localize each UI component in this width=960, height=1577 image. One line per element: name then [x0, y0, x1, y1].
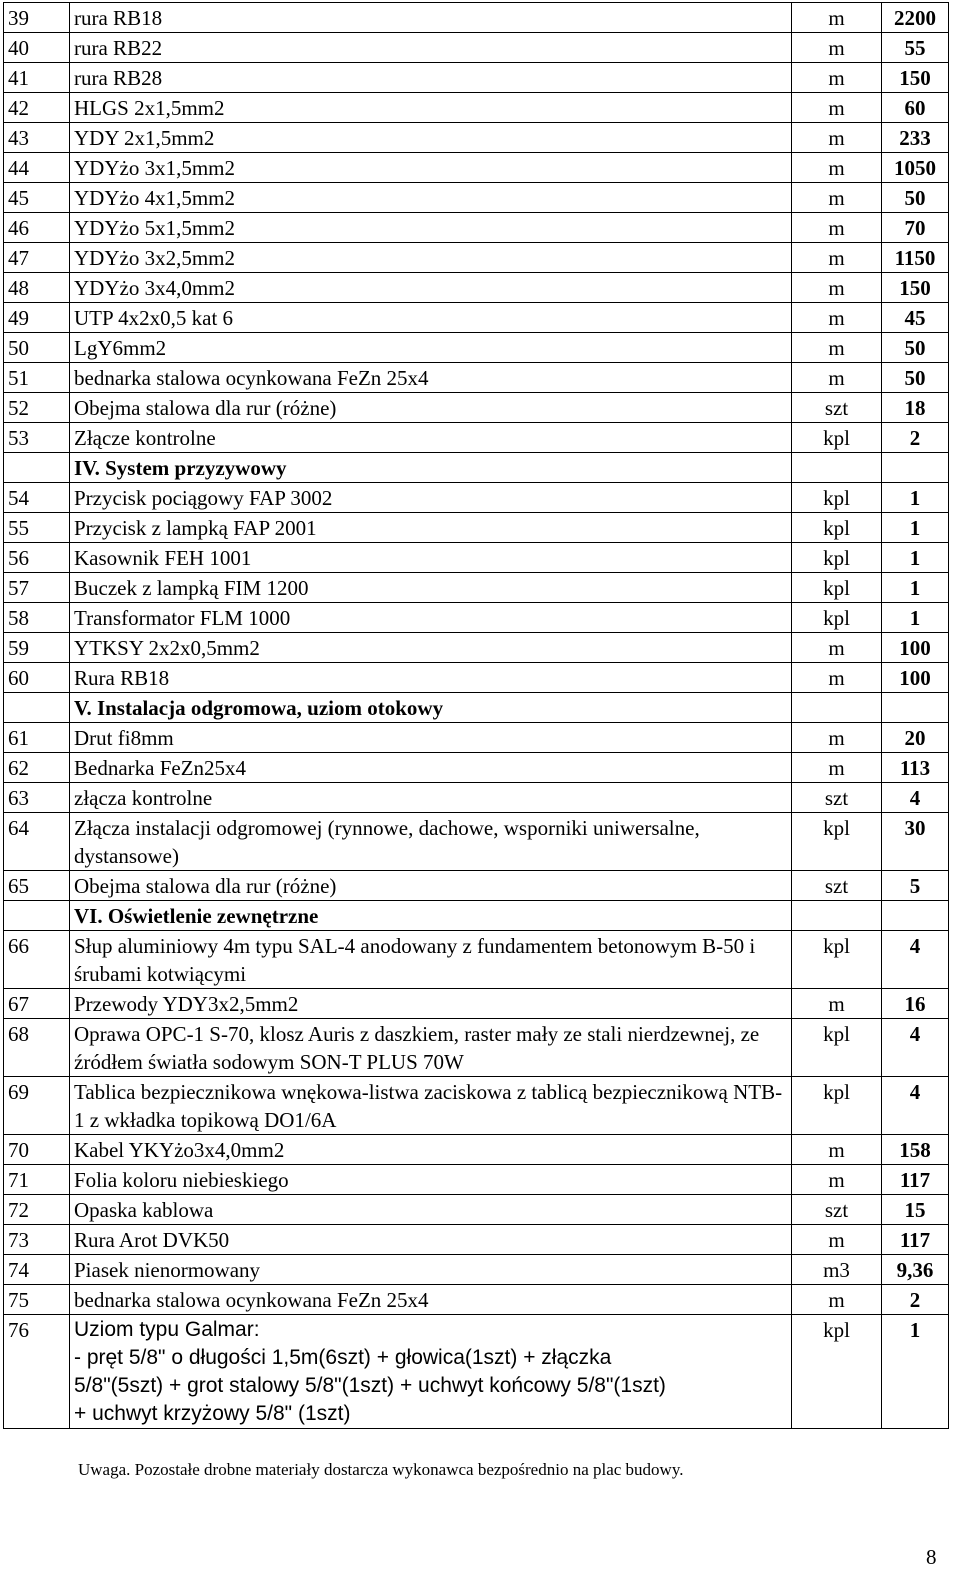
table-row: [4, 931, 949, 989]
item-quantity: 2: [882, 423, 949, 453]
section-title: V. Instalacja odgromowa, uziom otokowy: [70, 693, 792, 723]
item-quantity: 117: [882, 1225, 949, 1255]
item-number: 62: [4, 753, 70, 783]
item-number: 71: [4, 1165, 70, 1195]
item-description: Rura RB18: [70, 663, 792, 693]
table-row: [4, 363, 949, 393]
section-header-row: [4, 453, 949, 483]
item-quantity: [882, 453, 949, 483]
item-description: Transformator FLM 1000: [70, 603, 792, 633]
item-number: 73: [4, 1225, 70, 1255]
table-row: [4, 303, 949, 333]
item-unit: kpl: [792, 483, 882, 513]
item-quantity: 20: [882, 723, 949, 753]
item-unit: m: [792, 1285, 882, 1315]
table-row: [4, 753, 949, 783]
table-row: [4, 243, 949, 273]
item-number: 44: [4, 153, 70, 183]
item-number: 64: [4, 813, 70, 871]
table-row: [4, 1225, 949, 1255]
item-number: 69: [4, 1077, 70, 1135]
item-quantity: 1: [882, 483, 949, 513]
table-row: [4, 1135, 949, 1165]
item-number: 60: [4, 663, 70, 693]
item-quantity: 4: [882, 1077, 949, 1135]
item-quantity: 1: [882, 603, 949, 633]
item-unit: [792, 453, 882, 483]
table-row: [4, 123, 949, 153]
item-number: 51: [4, 363, 70, 393]
item-number: 72: [4, 1195, 70, 1225]
item-quantity: 1: [882, 543, 949, 573]
item-description: Buczek z lampką FIM 1200: [70, 573, 792, 603]
item-number: 47: [4, 243, 70, 273]
table-row: [4, 573, 949, 603]
section-header-row: [4, 693, 949, 723]
item-description-line: 5/8"(5szt) + grot stalowy 5/8"(1szt) + uchwyt końcowy 5/8"(1szt): [74, 1374, 666, 1397]
item-unit: m: [792, 1135, 882, 1165]
item-unit: m: [792, 333, 882, 363]
table-row: [4, 1285, 949, 1315]
item-description: Kabel YKYżo3x4,0mm2: [70, 1135, 792, 1165]
item-unit: szt: [792, 783, 882, 813]
item-unit: m: [792, 753, 882, 783]
item-unit: m: [792, 93, 882, 123]
item-description: bednarka stalowa ocynkowana FeZn 25x4: [70, 1285, 792, 1315]
item-number: 57: [4, 573, 70, 603]
item-description: Słup aluminiowy 4m typu SAL-4 anodowany z fundamentem betonowym B-50 i śrubami kotwiącymi: [70, 931, 792, 989]
item-quantity: 1150: [882, 243, 949, 273]
item-number: 66: [4, 931, 70, 989]
item-quantity: 30: [882, 813, 949, 871]
footnote: Uwaga. Pozostałe drobne materiały dostarcza wykonawca bezpośrednio na plac budowy.: [78, 1460, 684, 1479]
item-number: 41: [4, 63, 70, 93]
item-number: 46: [4, 213, 70, 243]
item-quantity: 1: [882, 513, 949, 543]
item-unit: kpl: [792, 1019, 882, 1077]
item-description: rura RB22: [70, 33, 792, 63]
item-quantity: 18: [882, 393, 949, 423]
table-row: [4, 1315, 949, 1429]
item-description: HLGS 2x1,5mm2: [70, 93, 792, 123]
item-description: YDYżo 3x4,0mm2: [70, 273, 792, 303]
item-quantity: 50: [882, 183, 949, 213]
item-quantity: [882, 901, 949, 931]
item-number: 39: [4, 3, 70, 33]
item-description: Piasek nienormowany: [70, 1255, 792, 1285]
item-description: Przewody YDY3x2,5mm2: [70, 989, 792, 1019]
item-number: 70: [4, 1135, 70, 1165]
item-description: Folia koloru niebieskiego: [70, 1165, 792, 1195]
item-description: YDYżo 4x1,5mm2: [70, 183, 792, 213]
item-unit: m: [792, 723, 882, 753]
table-row: [4, 633, 949, 663]
section-header-row: [4, 901, 949, 931]
item-description: Kasownik FEH 1001: [70, 543, 792, 573]
item-quantity: 150: [882, 273, 949, 303]
item-number: 52: [4, 393, 70, 423]
item-description: rura RB28: [70, 63, 792, 93]
item-unit: kpl: [792, 513, 882, 543]
table-row: [4, 1255, 949, 1285]
item-number: [4, 453, 70, 483]
item-unit: m: [792, 33, 882, 63]
item-number: 75: [4, 1285, 70, 1315]
item-description: Obejma stalowa dla rur (różne): [70, 871, 792, 901]
item-description: Tablica bezpiecznikowa wnękowa-listwa zaciskowa z tablicą bezpiecznikową NTB-1 z wkładka topikową DO1/6A: [70, 1077, 792, 1135]
table-row: [4, 1019, 949, 1077]
item-unit: m: [792, 1165, 882, 1195]
item-number: 63: [4, 783, 70, 813]
section-title: VI. Oświetlenie zewnętrzne: [70, 901, 792, 931]
table-row: [4, 93, 949, 123]
item-number: [4, 901, 70, 931]
table-row: [4, 1077, 949, 1135]
item-unit: kpl: [792, 543, 882, 573]
table-row: [4, 871, 949, 901]
item-description: Uziom typu Galmar: - pręt 5/8" o długości 1,5m(6szt) + głowica(1szt) + złączka 5/8"(5szt) + grot stalowy 5/8"(1szt) + uchwyt końcowy 5/8"(1szt) + uchwyt krzyżowy 5/8" (1szt): [70, 1315, 792, 1429]
table-row: [4, 183, 949, 213]
item-unit: kpl: [792, 573, 882, 603]
item-quantity: 117: [882, 1165, 949, 1195]
item-number: 43: [4, 123, 70, 153]
item-quantity: 113: [882, 753, 949, 783]
item-quantity: 1: [882, 573, 949, 603]
item-quantity: 233: [882, 123, 949, 153]
table-row: [4, 513, 949, 543]
item-description: złącza kontrolne: [70, 783, 792, 813]
page-number: 8: [926, 1545, 937, 1569]
item-quantity: 5: [882, 871, 949, 901]
item-description: Bednarka FeZn25x4: [70, 753, 792, 783]
table-row: [4, 273, 949, 303]
item-unit: szt: [792, 871, 882, 901]
item-unit: m: [792, 63, 882, 93]
item-unit: kpl: [792, 423, 882, 453]
item-description: YDYżo 3x2,5mm2: [70, 243, 792, 273]
item-description: Przycisk z lampką FAP 2001: [70, 513, 792, 543]
item-description: bednarka stalowa ocynkowana FeZn 25x4: [70, 363, 792, 393]
table-row: [4, 483, 949, 513]
item-number: 56: [4, 543, 70, 573]
item-description-line: + uchwyt krzyżowy 5/8" (1szt): [74, 1402, 351, 1425]
table-row: [4, 393, 949, 423]
item-number: 65: [4, 871, 70, 901]
item-number: 48: [4, 273, 70, 303]
item-unit: m: [792, 1225, 882, 1255]
item-number: 45: [4, 183, 70, 213]
item-quantity: 16: [882, 989, 949, 1019]
item-description: Opaska kablowa: [70, 1195, 792, 1225]
table-row: [4, 1165, 949, 1195]
table-row: [4, 423, 949, 453]
item-quantity: 150: [882, 63, 949, 93]
item-description: Drut fi8mm: [70, 723, 792, 753]
table-row: [4, 663, 949, 693]
item-number: [4, 693, 70, 723]
item-quantity: 100: [882, 633, 949, 663]
item-quantity: 100: [882, 663, 949, 693]
item-unit: m: [792, 123, 882, 153]
item-number: 53: [4, 423, 70, 453]
item-unit: kpl: [792, 1315, 882, 1429]
item-unit: szt: [792, 1195, 882, 1225]
item-quantity: [882, 693, 949, 723]
item-description: Złącza instalacji odgromowej (rynnowe, dachowe, wsporniki uniwersalne, dystansowe): [70, 813, 792, 871]
item-number: 54: [4, 483, 70, 513]
item-description: LgY6mm2: [70, 333, 792, 363]
item-description: Obejma stalowa dla rur (różne): [70, 393, 792, 423]
item-unit: [792, 693, 882, 723]
item-quantity: 2: [882, 1285, 949, 1315]
item-quantity: 55: [882, 33, 949, 63]
item-unit: kpl: [792, 603, 882, 633]
materials-table: [3, 2, 949, 1429]
item-description: Przycisk pociągowy FAP 3002: [70, 483, 792, 513]
item-description: YDYżo 5x1,5mm2: [70, 213, 792, 243]
item-description: YDY 2x1,5mm2: [70, 123, 792, 153]
item-unit: m: [792, 273, 882, 303]
item-description: YTKSY 2x2x0,5mm2: [70, 633, 792, 663]
item-number: 40: [4, 33, 70, 63]
item-description: UTP 4x2x0,5 kat 6: [70, 303, 792, 333]
item-unit: m: [792, 989, 882, 1019]
section-title: IV. System przyzywowy: [70, 453, 792, 483]
item-quantity: 1: [882, 1315, 949, 1429]
item-unit: m: [792, 303, 882, 333]
item-unit: m: [792, 363, 882, 393]
item-number: 50: [4, 333, 70, 363]
item-unit: m: [792, 183, 882, 213]
item-quantity: 4: [882, 1019, 949, 1077]
item-number: 49: [4, 303, 70, 333]
item-number: 76: [4, 1315, 70, 1429]
item-quantity: 2200: [882, 3, 949, 33]
table-row: [4, 153, 949, 183]
item-number: 74: [4, 1255, 70, 1285]
item-description: Złącze kontrolne: [70, 423, 792, 453]
item-unit: m: [792, 633, 882, 663]
item-description: YDYżo 3x1,5mm2: [70, 153, 792, 183]
table-row: [4, 213, 949, 243]
item-description-line: - pręt 5/8" o długości 1,5m(6szt) + głowica(1szt) + złączka: [74, 1346, 612, 1369]
table-row: [4, 543, 949, 573]
item-description: Oprawa OPC-1 S-70, klosz Auris z daszkiem, raster mały ze stali nierdzewnej, ze źródłem światła sodowym SON-T PLUS 70W: [70, 1019, 792, 1077]
item-quantity: 50: [882, 333, 949, 363]
table-row: [4, 3, 949, 33]
item-unit: kpl: [792, 813, 882, 871]
item-description: rura RB18: [70, 3, 792, 33]
item-unit: m3: [792, 1255, 882, 1285]
table-row: [4, 989, 949, 1019]
item-unit: m: [792, 153, 882, 183]
item-quantity: 4: [882, 783, 949, 813]
table-row: [4, 603, 949, 633]
item-unit: kpl: [792, 1077, 882, 1135]
item-quantity: 70: [882, 213, 949, 243]
item-quantity: 9,36: [882, 1255, 949, 1285]
item-quantity: 50: [882, 363, 949, 393]
item-unit: [792, 901, 882, 931]
item-unit: m: [792, 3, 882, 33]
item-quantity: 4: [882, 931, 949, 989]
item-unit: m: [792, 663, 882, 693]
table-row: [4, 783, 949, 813]
item-quantity: 1050: [882, 153, 949, 183]
materials-table-body: [4, 3, 949, 1429]
item-unit: m: [792, 213, 882, 243]
table-row: [4, 33, 949, 63]
table-row: [4, 1195, 949, 1225]
item-quantity: 15: [882, 1195, 949, 1225]
table-row: [4, 813, 949, 871]
item-number: 55: [4, 513, 70, 543]
item-unit: szt: [792, 393, 882, 423]
item-number: 68: [4, 1019, 70, 1077]
item-number: 61: [4, 723, 70, 753]
item-description: Rura Arot DVK50: [70, 1225, 792, 1255]
table-row: [4, 333, 949, 363]
table-row: [4, 723, 949, 753]
item-number: 59: [4, 633, 70, 663]
item-quantity: 45: [882, 303, 949, 333]
item-quantity: 60: [882, 93, 949, 123]
item-unit: m: [792, 243, 882, 273]
item-number: 58: [4, 603, 70, 633]
item-quantity: 158: [882, 1135, 949, 1165]
item-unit: kpl: [792, 931, 882, 989]
table-row: [4, 63, 949, 93]
item-number: 42: [4, 93, 70, 123]
item-number: 67: [4, 989, 70, 1019]
